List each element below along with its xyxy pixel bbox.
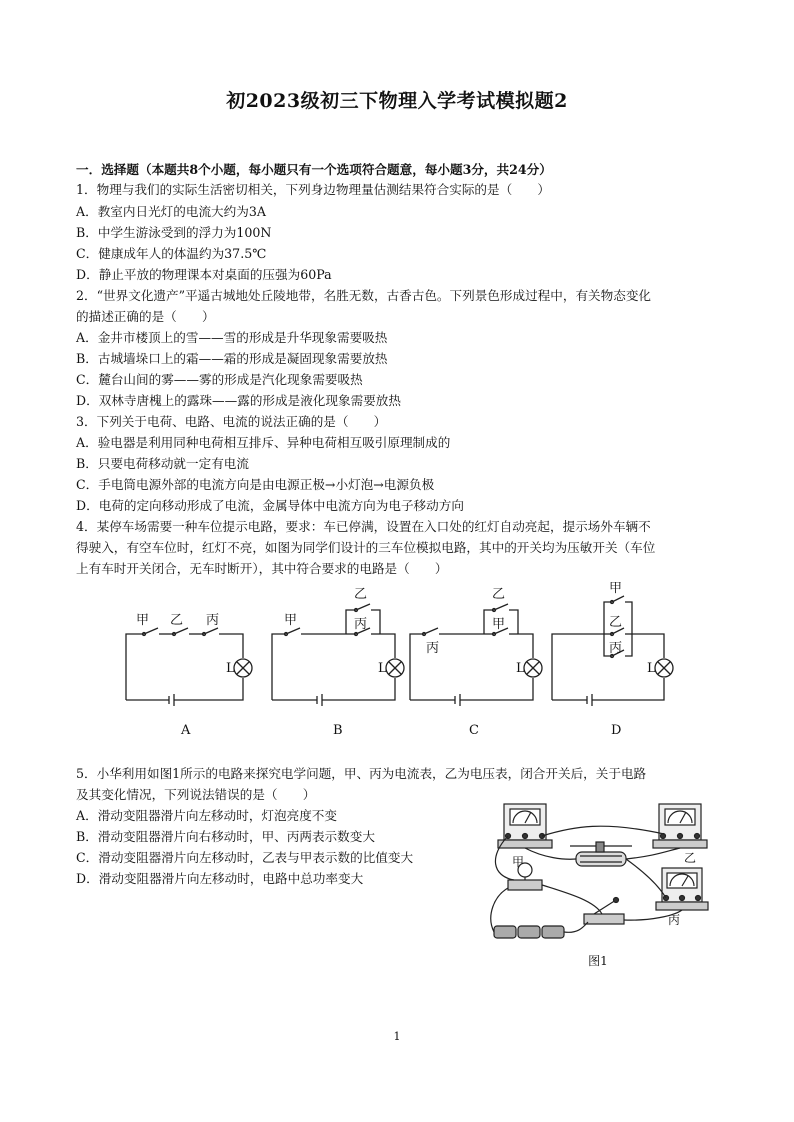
q5-option-a: A．滑动变阻器滑片向左移动时，灯泡亮度不变: [76, 808, 337, 823]
circuit-a-label-yi: 乙: [170, 613, 184, 628]
figure-1-apparatus: [484, 796, 714, 946]
circuit-c-caption: C: [469, 723, 479, 738]
q2-stem-2: 的描述正确的是（ ）: [76, 309, 215, 324]
circuit-c-label-jia: 甲: [492, 617, 506, 632]
q3-option-c: C．手电筒电源外部的电流方向是由电源正极→小灯泡→电源负极: [76, 477, 435, 492]
q2-stem-1: 2．“世界文化遗产”平遥古城地处丘陵地带，名胜无数，古香古色。下列景色形成过程中，有关物态变化: [76, 288, 652, 303]
q2-option-a: A．金井市楼顶上的雪——雪的形成是升华现象需要吸热: [76, 330, 388, 345]
circuit-a-caption: A: [181, 723, 191, 738]
circuit-c-label-bing: 丙: [426, 641, 440, 656]
fig1-label-jia: 甲: [512, 855, 525, 869]
figure-1-caption: 图1: [588, 954, 608, 968]
circuit-b-label-jia: 甲: [284, 613, 298, 628]
q1-option-a: A．教室内日光灯的电流大约为3A: [76, 204, 266, 219]
q1-stem: 1．物理与我们的实际生活密切相关，下列身边物理量估测结果符合实际的是（ ）: [76, 182, 550, 197]
q2-option-d: D．双林寺唐槐上的露珠——露的形成是液化现象需要放热: [76, 393, 401, 408]
circuit-d-caption: D: [611, 723, 622, 738]
q5-stem-2: 及其变化情况，下列说法错误的是（ ）: [76, 787, 316, 802]
circuit-a-lamp-label: L: [226, 661, 235, 676]
circuit-b-label-yi: 乙: [354, 587, 368, 602]
fig1-label-yi: 乙: [684, 851, 697, 865]
circuit-a-label-bing: 丙: [206, 613, 220, 628]
q2-option-b: B．古城墙垛口上的霜——霜的形成是凝固现象需要放热: [76, 351, 388, 366]
q2-option-c: C．麓台山间的雾——雾的形成是汽化现象需要吸热: [76, 372, 363, 387]
rheostat: [570, 842, 632, 866]
meter-jia: [498, 804, 552, 848]
q4-circuit-diagrams: [118, 582, 688, 742]
circuit-a-label-jia: 甲: [136, 613, 150, 628]
q3-option-d: D．电荷的定向移动形成了电流，金属导体中电流方向为电子移动方向: [76, 498, 464, 513]
meter-bing: [656, 868, 708, 910]
q3-option-a: A．验电器是利用同种电荷相互排斥、异种电荷相互吸引原理制成的: [76, 435, 451, 450]
fig1-label-bing: 丙: [668, 913, 681, 927]
q5-option-c: C．滑动变阻器滑片向左移动时，乙表与甲表示数的比值变大: [76, 850, 414, 865]
switch: [584, 898, 624, 925]
meter-yi: [653, 804, 707, 848]
q3-option-b: B．只要电荷移动就一定有电流: [76, 456, 249, 471]
circuit-d-lamp-label: L: [647, 661, 656, 676]
circuit-b-lamp-label: L: [378, 661, 387, 676]
page-number: 1: [393, 1030, 401, 1043]
section-heading: 一．选择题（本题共8个小题，每小题只有一个选项符合题意，每小题3分，共24分）: [76, 162, 552, 177]
q4-stem-2: 得驶入，有空车位时，红灯不亮，如图为同学们设计的三车位模拟电路，其中的开关均为压敏开关（车位: [76, 540, 656, 555]
q4-stem-1: 4．某停车场需要一种车位提示电路，要求：车已停满，设置在入口处的红灯自动亮起，提示场外车辆不: [76, 519, 651, 534]
page-title: 初2023级初三下物理入学考试模拟题2: [226, 90, 568, 112]
circuit-d-label-bing: 丙: [609, 641, 623, 656]
q5-stem-1: 5．小华利用如图1所示的电路来探究电学问题，甲、丙为电流表，乙为电压表，闭合开关后，关于电路: [76, 766, 647, 781]
circuit-c-lamp-label: L: [516, 661, 525, 676]
q5-option-b: B．滑动变阻器滑片向右移动时，甲、丙两表示数变大: [76, 829, 375, 844]
circuit-b-label-bing: 丙: [354, 617, 368, 632]
circuit-d-label-yi: 乙: [609, 615, 623, 630]
battery-pack: [494, 926, 564, 938]
q3-stem: 3．下列关于电荷、电路、电流的说法正确的是（ ）: [76, 414, 387, 429]
q1-option-c: C．健康成年人的体温约为37.5℃: [76, 246, 267, 261]
q5-option-d: D．滑动变阻器滑片向左移动时，电路中总功率变大: [76, 871, 364, 886]
circuit-c-label-yi: 乙: [492, 587, 506, 602]
q1-option-b: B．中学生游泳受到的浮力为100N: [76, 225, 272, 240]
q4-stem-3: 上有车时开关闭合，无车时断开），其中符合要求的电路是（ ）: [76, 561, 448, 576]
circuit-d-label-jia: 甲: [609, 582, 623, 596]
circuit-b-caption: B: [333, 723, 343, 738]
q1-option-d: D．静止平放的物理课本对桌面的压强为60Pa: [76, 267, 332, 282]
